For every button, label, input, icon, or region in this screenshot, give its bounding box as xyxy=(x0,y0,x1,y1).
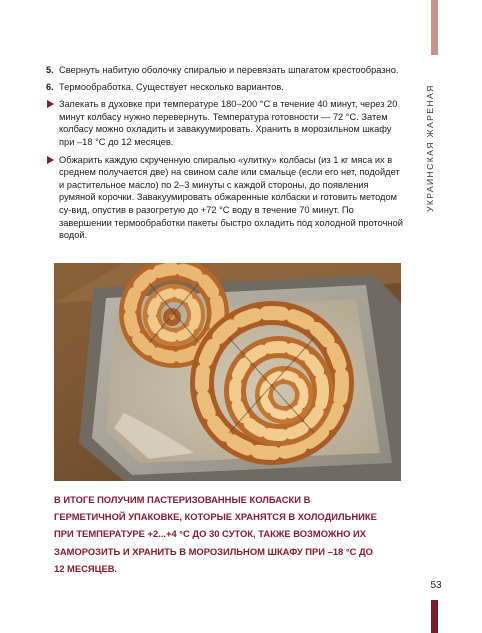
step-text: Термообработка. Существует несколько вариантов. xyxy=(59,81,284,92)
bullet-triangle-icon xyxy=(47,100,54,108)
section-title-text: УКРАИНСКАЯ ЖАРЕНАЯ xyxy=(425,84,435,212)
step-number: 5. xyxy=(46,65,54,75)
callout-text: В ИТОГЕ ПОЛУЧИМ ПАСТЕРИЗОВАННЫЕ КОЛБАСКИ В ГЕРМЕТИЧНОЙ УПАКОВКЕ, КОТОРЫЕ ХРАНЯТСЯ В ХОЛОДИЛЬНИКЕ ПРИ ТЕМПЕРАТУРЕ +2...+4 °С ДО 30 СУТОК, ТАКЖЕ ВОЗМОЖНО ИХ ЗАМОРОЗИТЬ И ХРАНИТЬ В МОРОЗИЛЬНОМ ШКАФУ ПРИ –18 °С ДО 12 МЕСЯЦЕВ. xyxy=(54,494,377,574)
step-text: Свернуть набитую оболочку спиралью и перевязать шпагатом крестообразно. xyxy=(59,65,399,75)
bullet-triangle-icon xyxy=(47,156,54,164)
option-text: Обжарить каждую скрученную спиралью «улитку» колбасы (из 1 кг мяса их в среднем получается две) на свином сале или смальце (если его нет, подойдет и растительное масло) по 2–3 минуты с каждой стороны, до появления румяной корочки. Завакуумировать обжаренные колбаски и готовить методом су-вид, опустив в разогретую до +72 °С воду в течение 70 минут. По завершении термообработки пакеты быстро охладить под холодной проточной водой. xyxy=(59,154,403,241)
option-item xyxy=(45,154,405,242)
sausage-photo xyxy=(54,263,401,481)
step-item xyxy=(45,81,405,94)
sausage-spirals-photo-icon xyxy=(54,263,401,481)
page-number: 53 xyxy=(430,580,442,591)
bottom-accent-bar xyxy=(431,600,438,633)
option-text: Запекать в духовке при температуре 180–200 °С в течение 40 минут, через 20 минут колбасу нужно перевернуть. Температура готовности — 72 °С. Затем колбасу можно охладить и завакуумировать. Хранить в морозильном шкафу при –18 °С до 12 месяцев. xyxy=(59,99,398,147)
top-accent-bar xyxy=(431,0,438,55)
step-number: 6. xyxy=(46,81,54,92)
section-title xyxy=(421,60,445,220)
option-item xyxy=(45,98,405,148)
step-item xyxy=(45,64,405,77)
recipe-text xyxy=(45,64,405,246)
